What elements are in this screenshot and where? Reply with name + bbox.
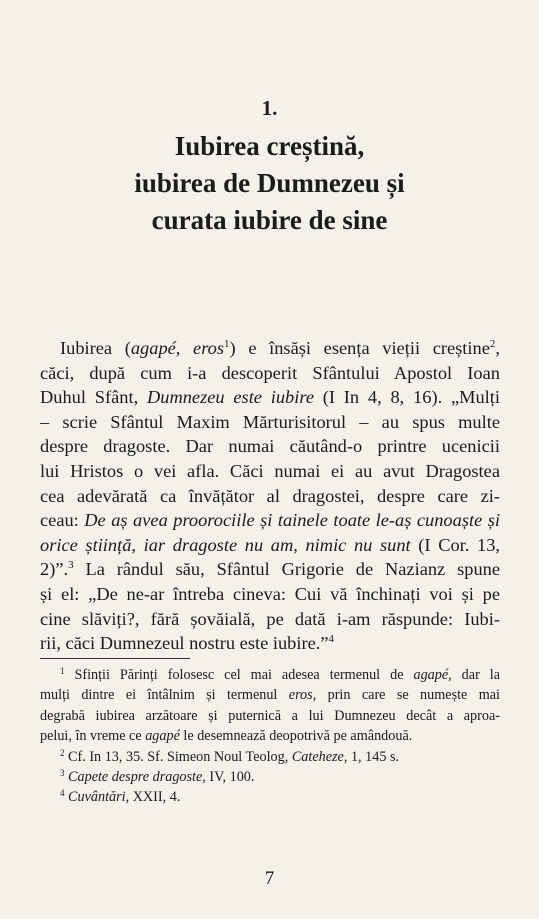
footnote-1-line xyxy=(40,726,500,746)
footnote-1-line xyxy=(40,685,500,705)
body-line xyxy=(40,533,500,558)
text: le desemnează deopotrivă pe amândouă. xyxy=(179,728,413,745)
footnotes xyxy=(40,665,500,808)
body-line: și el: „De ne-ar întreba cineva: Cui vă închinați voi și pe xyxy=(40,583,500,604)
text: , xyxy=(495,338,500,358)
footnote-4 xyxy=(40,787,500,807)
italic-title: Cuvântări xyxy=(68,789,126,806)
text: pelui, în vreme ce xyxy=(40,728,146,745)
italic-term: eros xyxy=(288,687,313,704)
body-line: cine slăviți?, fără șovăială, pe dată i-am răspunde: Iubi- xyxy=(40,608,500,629)
italic-term: agapé, eros xyxy=(130,338,225,358)
text: Iubirea ( xyxy=(60,338,131,358)
chapter-number: 1. xyxy=(261,96,278,120)
text: Cf. In 13, 35. Sf. Simeon Noul Teolog, xyxy=(64,748,292,765)
footnote-3 xyxy=(40,767,500,787)
italic-title: Capete despre dragoste xyxy=(68,769,203,786)
footnote-separator xyxy=(40,658,190,659)
italic-term: agapé xyxy=(145,728,180,745)
chapter-title-line-1: Iubirea creștină, xyxy=(174,131,365,161)
italic-quote: orice știință, iar dragoste nu am, nimic nu sunt xyxy=(40,534,411,555)
text: ceau: xyxy=(40,510,85,531)
body-line: despre dragoste. Dar numai căutând-o printre ucenicii xyxy=(40,436,500,457)
text: 2)”. xyxy=(40,559,69,580)
italic-quote: Dumnezeu este iubire xyxy=(146,387,314,408)
body-line xyxy=(40,385,500,410)
body-line: – scrie Sfântul Maxim Mărturisitorul – au spus multe xyxy=(40,411,500,432)
text: , 1, 145 s. xyxy=(343,748,400,765)
chapter-title xyxy=(0,128,539,239)
text: Sfinții Părinți folosesc cel mai adesea termenul de xyxy=(64,667,414,683)
footnote-ref: 1 xyxy=(224,338,230,350)
body-line: cea adevărată ca învățător al dragostei, despre care zi- xyxy=(40,485,500,506)
body-paragraph xyxy=(40,336,500,656)
footnote-ref: 3 xyxy=(68,559,74,572)
body-line: lui Hristos o vei afla. Căci numai ei au avut Dragostea xyxy=(40,460,500,481)
text: rii, căci Dumnezeul nostru este iubire.” xyxy=(40,633,329,654)
body-line xyxy=(40,557,500,582)
footnote-number: 4 xyxy=(60,788,65,799)
footnote-1-line xyxy=(40,665,500,685)
text: La rândul său, Sfântul Grigorie de Nazianz spune xyxy=(73,559,500,580)
italic-quote: De aș avea proorociile și tainele toate le-aș cunoaște și xyxy=(84,510,500,531)
page-number: 7 xyxy=(264,868,275,889)
text: Duhul Sfânt, xyxy=(40,387,147,408)
text: , XXII, 4. xyxy=(125,789,181,806)
text: , dar la xyxy=(448,667,500,683)
body-line xyxy=(40,508,500,533)
footnote-number: 1 xyxy=(60,666,65,676)
italic-term: agapé xyxy=(413,667,449,683)
body-line: căci, după cum i-a descoperit Sfântului Apostol Ioan xyxy=(40,362,500,383)
body-line xyxy=(40,336,500,361)
text: , prin care se numește mai xyxy=(312,687,500,704)
footnote-number: 3 xyxy=(60,768,65,779)
text: ) e însăși esența vieții creștine xyxy=(229,338,490,358)
text: (I Cor. 13, xyxy=(410,534,500,555)
footnote-ref: 2 xyxy=(489,338,496,350)
footnote-1-line: degrabă iubirea arzătoare și puternică a lui Dumnezeu decât a aproa- xyxy=(40,707,500,724)
footnote-number: 2 xyxy=(60,747,65,758)
italic-title: Cateheze xyxy=(291,748,344,765)
text: mulți dintre ei întâlnim și termenul xyxy=(40,687,289,704)
footnote-2 xyxy=(40,747,500,767)
text: , IV, 100. xyxy=(202,769,255,786)
chapter-title-line-2: iubirea de Dumnezeu și xyxy=(134,168,405,198)
footnote-ref: 4 xyxy=(328,633,335,646)
body-line xyxy=(40,631,500,656)
chapter-title-line-3: curata iubire de sine xyxy=(151,205,388,235)
text: (I In 4, 8, 16). „Mulți xyxy=(314,387,500,408)
